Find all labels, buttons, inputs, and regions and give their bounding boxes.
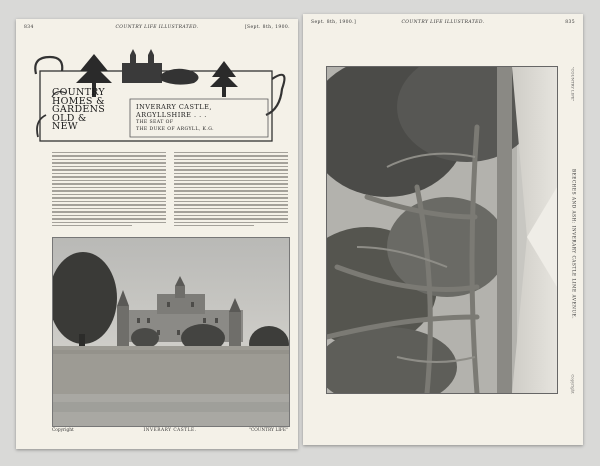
- left-header-date: [Sept. 8th, 1900.: [244, 25, 290, 30]
- text-line: [52, 208, 166, 209]
- text-column-left: [52, 152, 166, 232]
- text-line: [174, 225, 254, 226]
- text-line: [174, 197, 288, 198]
- series-title-line-4: OLD & NEW: [52, 112, 87, 132]
- right-header-date: Sept. 8th, 1900.]: [311, 20, 357, 25]
- text-line: [174, 152, 288, 153]
- text-line: [174, 211, 288, 212]
- text-line: [52, 155, 166, 156]
- text-line: [52, 176, 166, 177]
- caption-right-credit: "COUNTRY LIFE": [249, 428, 288, 433]
- text-line: [52, 152, 166, 153]
- right-running-head: COUNTRY LIFE ILLUSTRATED.: [401, 20, 485, 25]
- text-line: [52, 159, 166, 160]
- text-line: [52, 215, 166, 216]
- right-page-number: 835: [565, 20, 575, 25]
- owner-line: THE DUKE OF ARGYLL, K.G.: [136, 127, 214, 132]
- text-line: [174, 173, 288, 174]
- text-line: [174, 176, 288, 177]
- text-line: [52, 194, 166, 195]
- text-line: [52, 169, 166, 170]
- series-title-line-3: GARDENS: [52, 104, 106, 115]
- text-column-right: [174, 152, 288, 232]
- caption-title: INVERARY CASTLE.: [143, 428, 197, 433]
- text-line: [52, 218, 166, 219]
- avenue-photograph: [326, 66, 558, 394]
- text-line: [52, 166, 166, 167]
- location-line: ARGYLLSHIRE . . .: [136, 111, 207, 119]
- text-line: [174, 155, 288, 156]
- left-running-head: COUNTRY LIFE ILLUSTRATED.: [115, 25, 199, 30]
- text-line: [52, 201, 166, 202]
- side-credit-top: "COUNTRY LIFE": [570, 66, 576, 102]
- text-line: [174, 187, 288, 188]
- text-line: [174, 204, 288, 205]
- series-title: [52, 89, 112, 132]
- text-line: [174, 201, 288, 202]
- text-line: [52, 190, 166, 191]
- castle-photograph: [52, 237, 290, 427]
- text-line: [174, 169, 288, 170]
- text-line: [52, 180, 166, 181]
- text-line: [52, 225, 132, 226]
- text-line: [174, 190, 288, 191]
- text-line: [174, 166, 288, 167]
- side-credit-bottom: Copyright: [570, 374, 576, 394]
- subject-line: INVERARY CASTLE,: [136, 103, 212, 111]
- left-page: [16, 19, 298, 449]
- text-line: [52, 187, 166, 188]
- text-line: [174, 162, 288, 163]
- text-line: [52, 211, 166, 212]
- article-body-text: [52, 152, 288, 232]
- article-subtitle: [136, 103, 266, 133]
- text-line: [174, 222, 288, 223]
- caption-left-credit: Copyright: [52, 428, 74, 433]
- text-line: [174, 218, 288, 219]
- right-page: [303, 14, 583, 445]
- text-line: [52, 222, 166, 223]
- left-page-number: 834: [24, 25, 34, 30]
- text-line: [174, 194, 288, 195]
- text-line: [52, 204, 166, 205]
- seat-of-line: THE SEAT OF: [136, 120, 174, 125]
- text-line: [52, 183, 166, 184]
- text-line: [174, 159, 288, 160]
- text-line: [52, 173, 166, 174]
- avenue-side-caption: BEECHES AND ASH: INVERARY CASTLE LIME AVENUE.: [570, 168, 576, 320]
- text-line: [174, 215, 288, 216]
- text-line: [52, 197, 166, 198]
- text-line: [174, 183, 288, 184]
- text-line: [174, 208, 288, 209]
- series-title-line-2: HOMES &: [52, 95, 105, 107]
- text-line: [174, 180, 288, 181]
- text-line: [52, 162, 166, 163]
- series-title-line-1: COUNTRY: [52, 87, 105, 98]
